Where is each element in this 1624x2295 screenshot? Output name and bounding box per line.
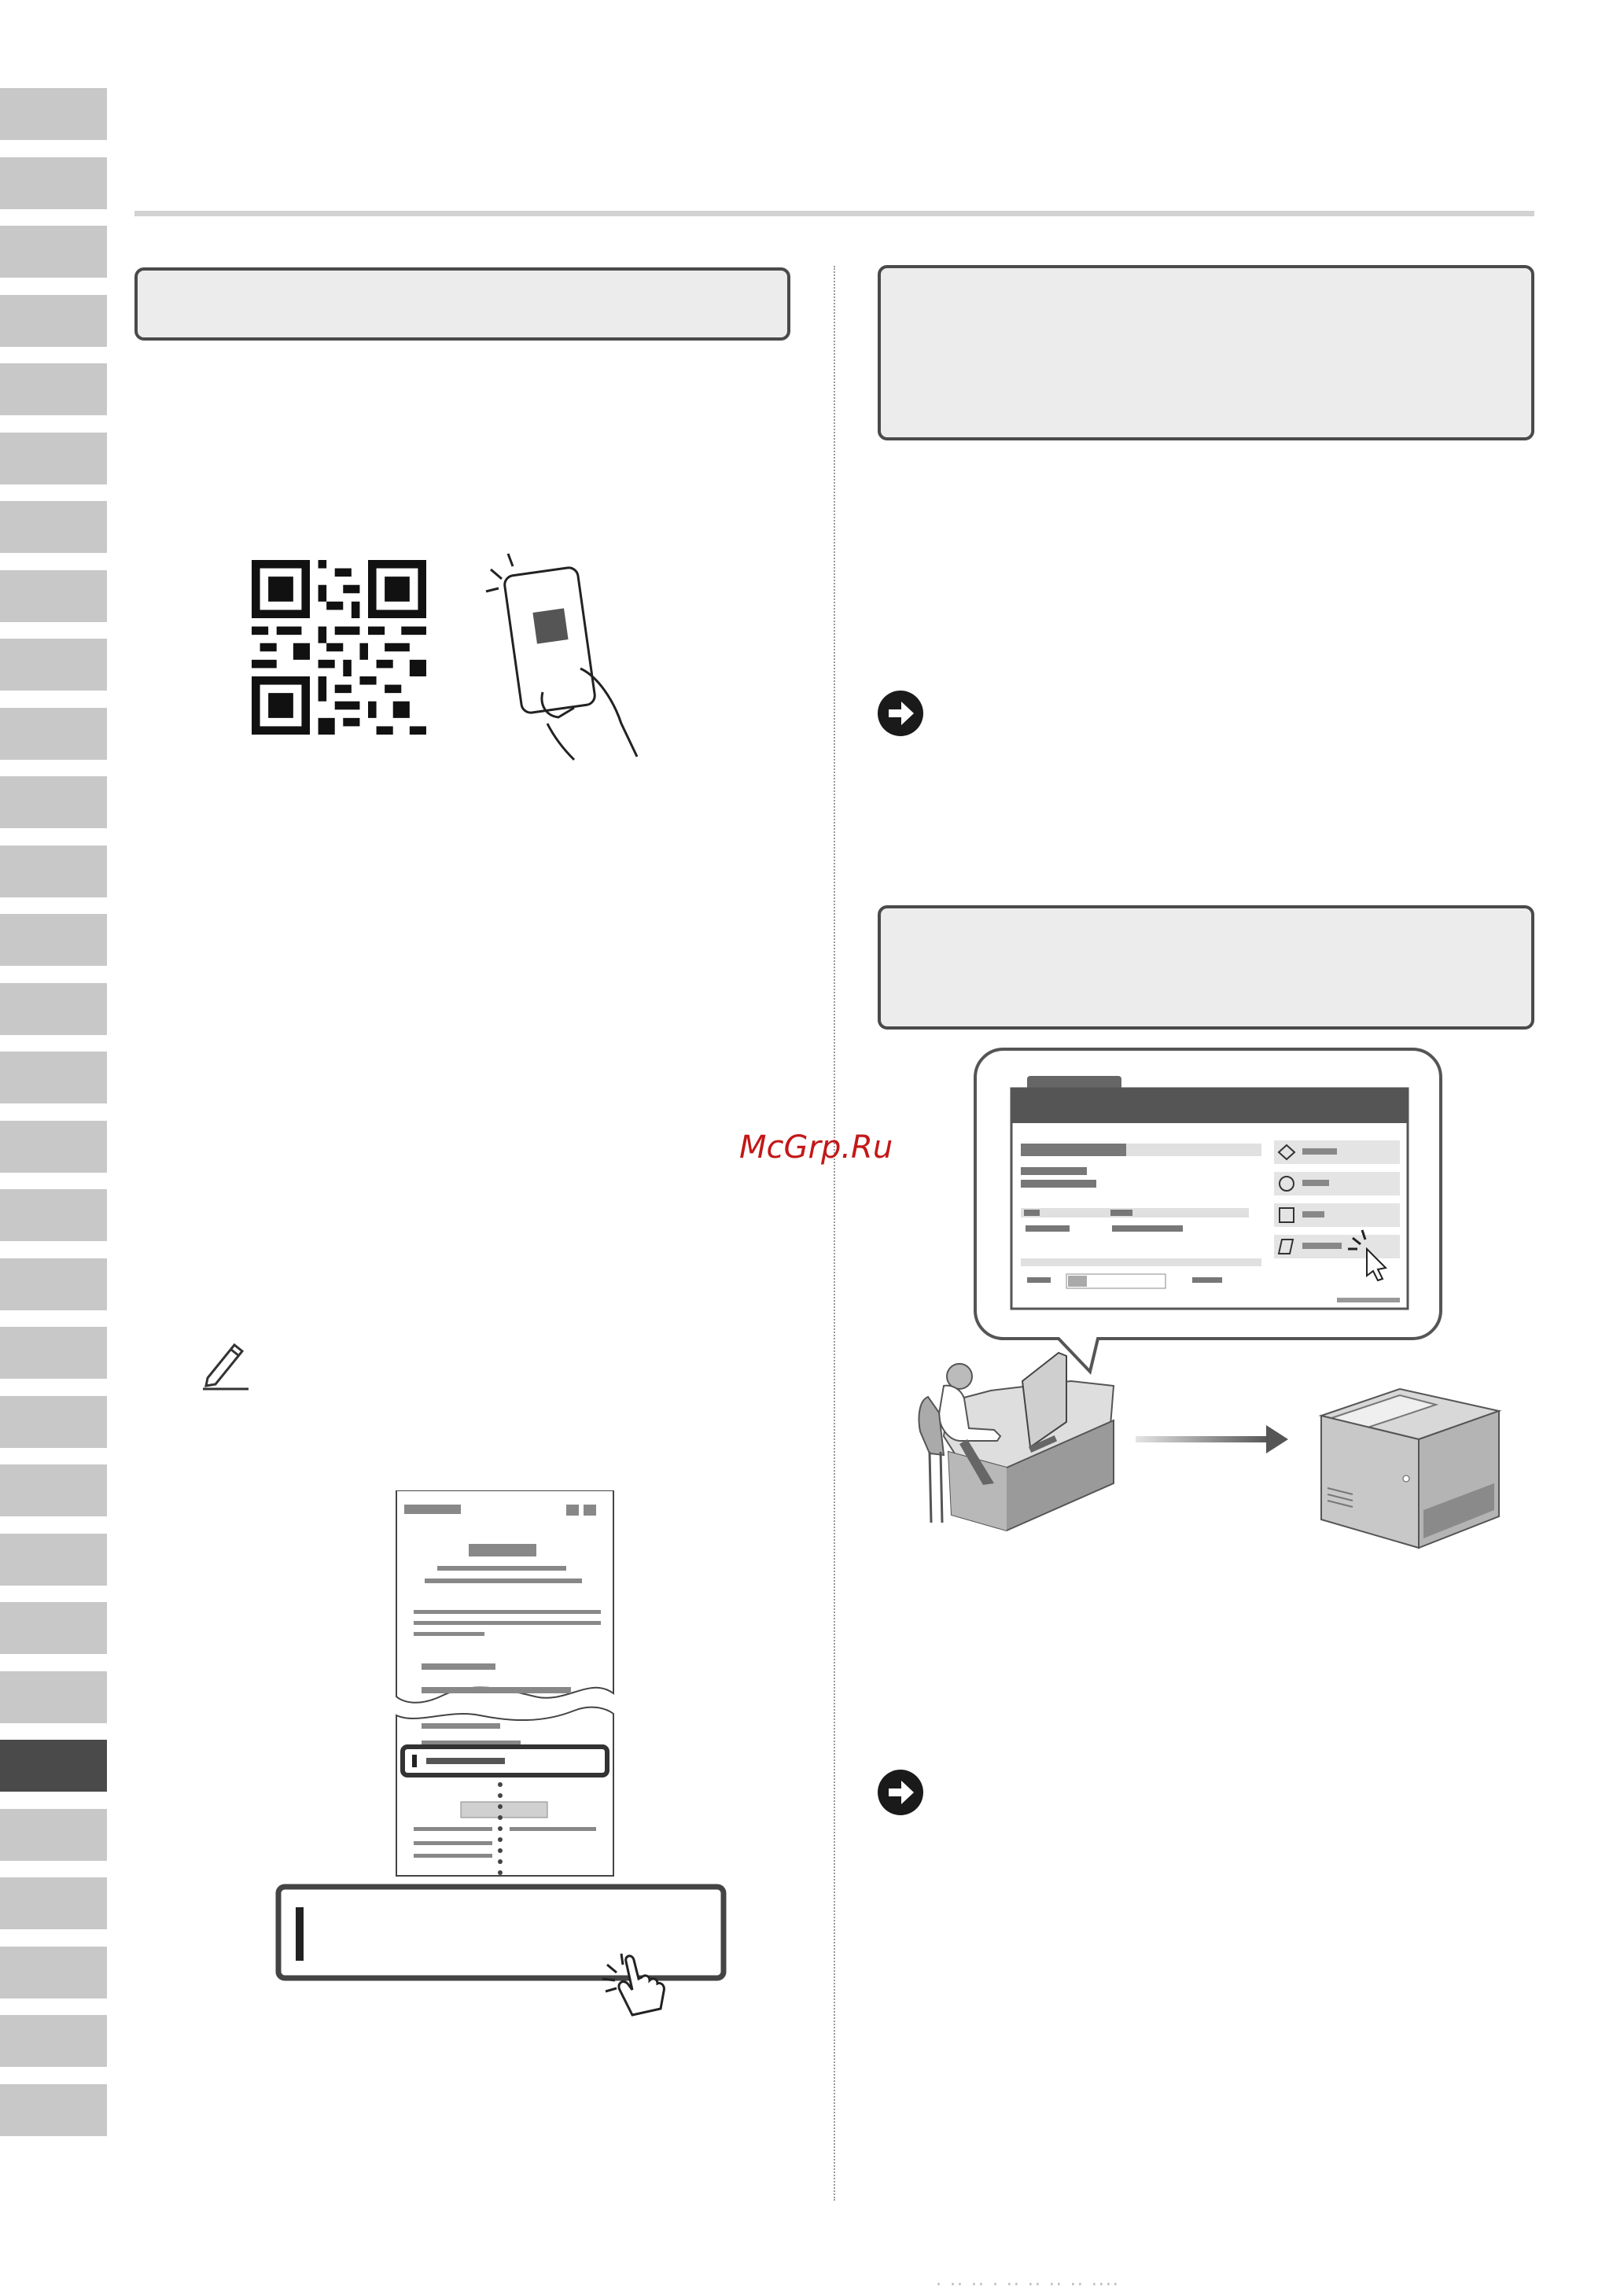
side-tab[interactable]: [0, 1464, 107, 1516]
header-rule: [134, 211, 1534, 216]
column-divider: [834, 266, 835, 2201]
side-tab[interactable]: [0, 157, 107, 209]
side-tab-active[interactable]: [0, 1740, 107, 1792]
side-tab[interactable]: [0, 501, 107, 553]
side-tab[interactable]: [0, 708, 107, 760]
side-tab[interactable]: [0, 1947, 107, 1998]
arrow-right-circle-icon: [878, 1770, 923, 1815]
side-tab[interactable]: [0, 226, 107, 278]
side-tab[interactable]: [0, 295, 107, 347]
side-tab[interactable]: [0, 1396, 107, 1448]
pencil-note-icon: [200, 1337, 255, 1392]
side-tab[interactable]: [0, 88, 107, 140]
send-arrow-icon: [1136, 1422, 1290, 1458]
side-tab[interactable]: [0, 1189, 107, 1241]
side-tab[interactable]: [0, 1671, 107, 1723]
footer-text: · ·· ·· · ·· ·· ·· ·· ····: [936, 2275, 1120, 2295]
side-tab[interactable]: [0, 776, 107, 828]
side-tab[interactable]: [0, 1534, 107, 1586]
side-tab[interactable]: [0, 914, 107, 966]
document-scroll-icon: [275, 1490, 731, 2010]
side-tab[interactable]: [0, 1121, 107, 1173]
side-tab[interactable]: [0, 1327, 107, 1379]
right-section-heading-box-top: [878, 265, 1534, 440]
side-tab[interactable]: [0, 570, 107, 622]
side-tab[interactable]: [0, 1809, 107, 1861]
side-tab[interactable]: [0, 1877, 107, 1929]
side-tab[interactable]: [0, 2084, 107, 2136]
remote-ui-icon: [972, 1048, 1444, 1378]
printer-icon: [1313, 1384, 1502, 1557]
watermark: McGrp.Ru: [739, 1129, 893, 1166]
user-at-computer-icon: [912, 1350, 1117, 1557]
side-tab[interactable]: [0, 433, 107, 484]
smartphone-scan-icon: [480, 551, 676, 763]
side-tab[interactable]: [0, 1052, 107, 1103]
side-tab[interactable]: [0, 363, 107, 415]
tap-hand-icon: [585, 1943, 679, 2021]
side-tab[interactable]: [0, 845, 107, 897]
right-section-heading-box-bottom: [878, 905, 1534, 1030]
side-tab[interactable]: [0, 983, 107, 1035]
qr-code-icon: [252, 560, 426, 735]
side-tab[interactable]: [0, 1258, 107, 1310]
side-tab[interactable]: [0, 1602, 107, 1654]
side-tab[interactable]: [0, 2015, 107, 2067]
side-tab[interactable]: [0, 639, 107, 691]
left-section-heading-box: [134, 267, 790, 341]
arrow-right-circle-icon: [878, 691, 923, 736]
